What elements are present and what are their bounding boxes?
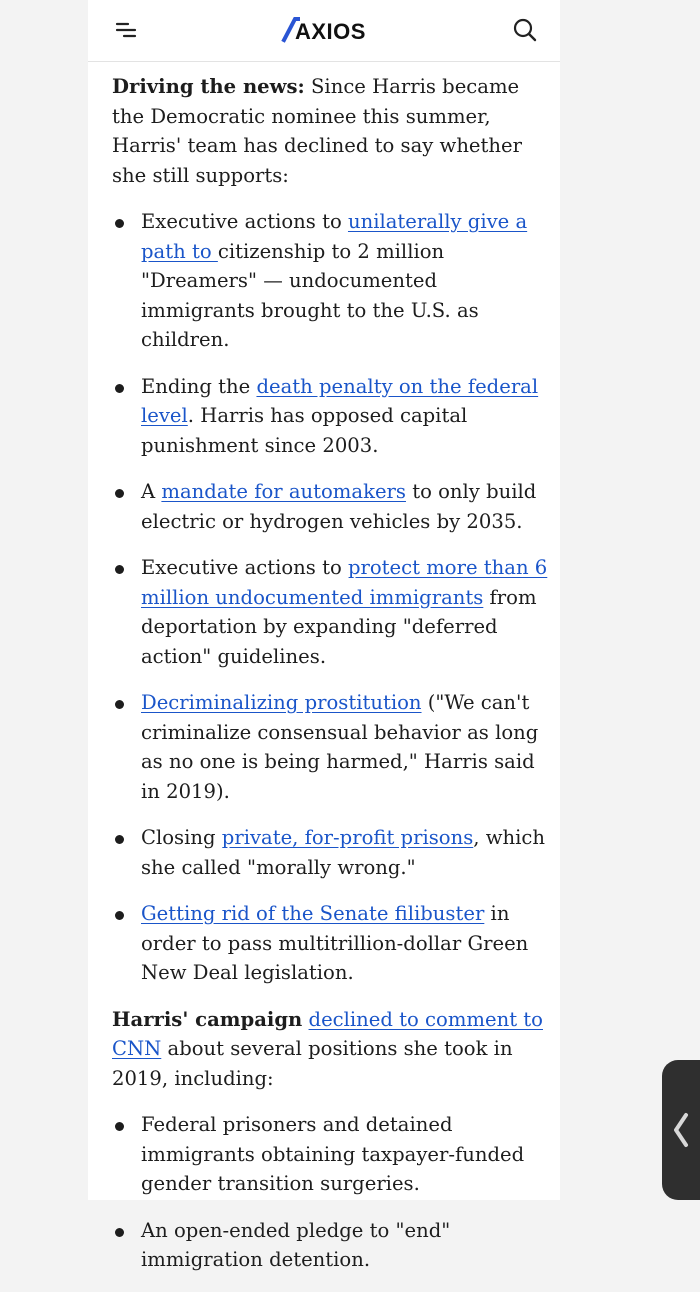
bullet-icon bbox=[115, 384, 124, 393]
list-item bbox=[112, 899, 552, 988]
list-item bbox=[112, 1110, 552, 1199]
lead-paragraph bbox=[112, 72, 552, 190]
item-text: Ending the bbox=[141, 374, 257, 398]
list-item bbox=[112, 372, 552, 461]
link-senate-filibuster[interactable]: Getting rid of the Senate filibuster bbox=[141, 902, 485, 925]
link-mandate-automakers[interactable]: mandate for automakers bbox=[161, 480, 406, 503]
item-text: A bbox=[141, 480, 162, 503]
site-header bbox=[88, 0, 560, 62]
side-panel-handle[interactable] bbox=[662, 1060, 700, 1200]
campaign-label: Harris' campaign bbox=[112, 1007, 303, 1031]
link-path-to-citizenship[interactable]: unilaterally give a path to bbox=[141, 210, 528, 263]
campaign-text: about several positions she took in 2019, including: bbox=[112, 1037, 513, 1090]
bullet-icon bbox=[115, 1122, 124, 1131]
item-text: . Harris has opposed capital punishment since 2003. bbox=[141, 404, 468, 457]
link-private-prisons[interactable]: private, for-profit prisons bbox=[221, 826, 474, 849]
bullet-icon bbox=[115, 911, 124, 920]
logo-text: AXIOS bbox=[295, 19, 366, 44]
link-protect-immigrants[interactable]: protect more than 6 million undocumented immigrants bbox=[141, 556, 548, 609]
link-decriminalizing-prostitution[interactable]: Decriminalizing prostitution bbox=[141, 691, 422, 714]
campaign-paragraph bbox=[112, 1005, 552, 1094]
item-text: Executive actions to bbox=[141, 556, 348, 579]
bullet-icon bbox=[115, 700, 124, 709]
item-text: , which she called "morally wrong." bbox=[141, 826, 545, 879]
lead-text: Since Harris became the Democratic nominee this summer, Harris' team has declined to say whether she still supports: bbox=[112, 75, 522, 187]
list-item bbox=[112, 688, 552, 806]
item-text: An open-ended pledge to "end" immigration detention. bbox=[141, 1218, 451, 1271]
list-item bbox=[112, 553, 552, 671]
bullet-icon bbox=[115, 489, 124, 498]
list-item bbox=[112, 207, 552, 355]
article-body bbox=[112, 72, 552, 1292]
chevron-left-icon bbox=[670, 1112, 692, 1148]
hamburger-menu-icon[interactable] bbox=[114, 18, 138, 42]
item-text: Closing bbox=[141, 826, 222, 849]
axios-logo[interactable] bbox=[281, 16, 371, 44]
item-text: citizenship to 2 million "Dreamers" — undocumented immigrants brought to the U.S. as children. bbox=[141, 239, 479, 351]
item-text: from deportation by expanding "deferred action" guidelines. bbox=[141, 585, 537, 668]
item-text: Federal prisoners and detained immigrants obtaining taxpayer-funded gender transition surgeries. bbox=[141, 1113, 525, 1195]
bullet-icon bbox=[115, 1228, 124, 1237]
article-page bbox=[88, 0, 560, 1271]
positions-list bbox=[112, 207, 552, 988]
item-text: to only build electric or hydrogen vehicles by 2035. bbox=[141, 480, 537, 533]
lead-label: Driving the news: bbox=[112, 75, 305, 98]
list-item bbox=[112, 1216, 552, 1275]
list-item bbox=[112, 477, 552, 536]
bullet-icon bbox=[115, 835, 124, 844]
search-icon[interactable] bbox=[512, 17, 538, 43]
item-text: Executive actions to bbox=[141, 210, 348, 233]
link-declined-to-comment[interactable]: declined to comment to CNN bbox=[112, 1007, 543, 1060]
bullet-icon bbox=[115, 219, 124, 228]
link-death-penalty[interactable]: death penalty on the federal level bbox=[141, 374, 539, 427]
item-text: ("We can't criminalize consensual behavior as long as no one is being harmed," Harris said in 2019). bbox=[141, 691, 539, 803]
bullet-icon bbox=[115, 565, 124, 574]
item-text: in order to pass multitrillion-dollar Green New Deal legislation. bbox=[141, 902, 529, 984]
positions-list-2019 bbox=[112, 1110, 552, 1275]
list-item bbox=[112, 823, 552, 882]
